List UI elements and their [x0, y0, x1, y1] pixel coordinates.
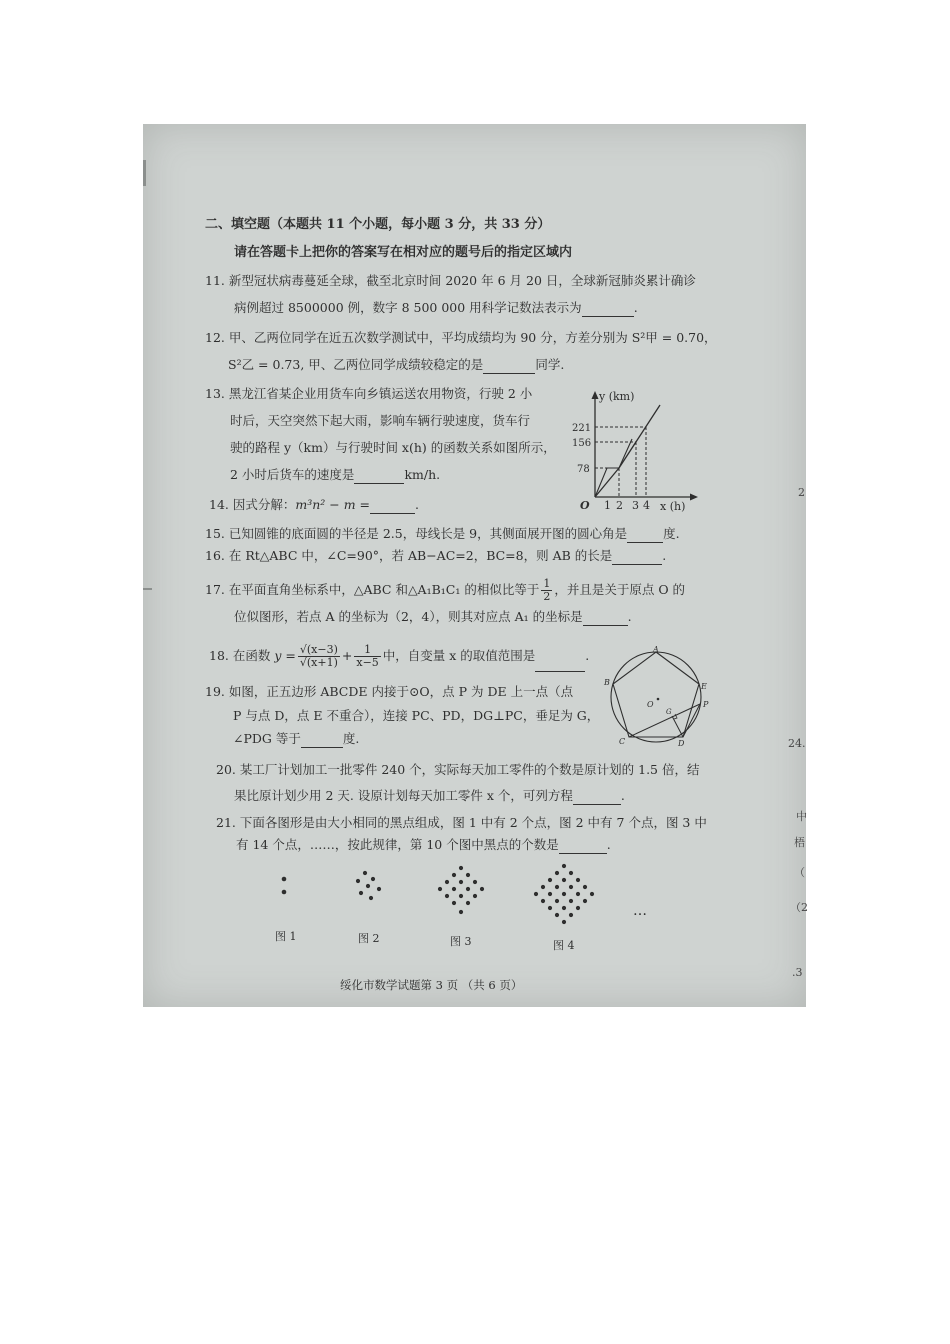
figure-caption: 图 2 — [358, 932, 380, 945]
q14-answer-blank — [370, 497, 415, 514]
figures-ellipsis: … — [633, 903, 647, 919]
q13-line2: 时后，天空突然下起大雨，影响车辆行驶速度，货车行 — [230, 413, 531, 428]
q12-variance-yi: S²乙 = 0.73, — [228, 357, 305, 372]
q19-line3: ∠PDG 等于 度. — [233, 731, 360, 746]
graph-origin: O — [580, 499, 590, 512]
q11-line2: 病例超过 8500000 例，数字 8 500 000 用科学记数法表示为 . — [234, 300, 638, 315]
q17-line1: 17. 在平面直角坐标系中，△ABC 和△A₁B₁C₁ 的相似比等于 $\frac{1}{2}$ ，并且是关于原点 O 的 — [205, 577, 686, 603]
edge-fragment: （ — [794, 866, 805, 879]
q19-inscribed-pentagon-figure — [600, 645, 718, 750]
figure-caption: 图 3 — [450, 935, 472, 948]
q19-line1: 19. 如图，正五边形 ABCDE 内接于⊙O，点 P 为 DE 上一点（点 — [205, 684, 574, 699]
q15-line: 15. 已知圆锥的底面圆的半径是 2.5，母线长是 9，其侧面展开图的圆心角是 度. — [205, 526, 680, 541]
edge-fragment: 中 — [796, 810, 807, 823]
q16-answer-blank — [612, 548, 662, 565]
q19-answer-blank — [301, 731, 343, 748]
figure-4-dots — [534, 864, 594, 924]
section-instruction: 请在答题卡上把你的答案写在相对应的题号后的指定区域内 — [234, 245, 573, 260]
edge-fragment: .3 — [792, 966, 803, 979]
binding-mark — [143, 588, 152, 590]
q16-line: 16. 在 Rt△ABC 中，∠C=90°，若 AB−AC=2，BC=8，则 AB 的长是 . — [205, 548, 667, 563]
q21-answer-blank — [559, 837, 607, 854]
q20-answer-blank — [573, 788, 621, 805]
edge-fragment: （2 — [790, 901, 808, 914]
q18-radical-fraction: $\frac{√(x-3)}{√(x+1)}$ — [299, 643, 338, 669]
graph-x-tick: 2 — [616, 499, 623, 512]
q13-answer-blank — [354, 467, 404, 484]
q11-answer-blank — [582, 300, 634, 317]
point-label: C — [619, 737, 626, 746]
q13-line4: 2 小时后货车的速度是 km/h. — [230, 467, 441, 482]
section-title: 二、填空题（本题共 11 个小题，每小题 3 分，共 33 分） — [205, 217, 551, 232]
q12-answer-blank — [483, 357, 535, 374]
q20-line1: 20. 某工厂计划加工一批零件 240 个，实际每天加工零件的个数是原计划的 1.5 倍，结 — [216, 762, 700, 777]
q21-line1: 21. 下面各图形是由大小相同的黑点组成，图 1 中有 2 个点，图 2 中有 7 个点，图 3 中 — [216, 815, 707, 830]
q18-answer-blank — [535, 641, 585, 672]
point-label: B — [604, 678, 610, 687]
figure-2-dots — [356, 871, 381, 900]
figure-3-dots — [438, 866, 484, 914]
graph-x-tick: 3 — [632, 499, 639, 512]
q21-line2: 有 14 个点，……，按此规律，第 10 个图中黑点的个数是 . — [236, 837, 611, 852]
point-label: G — [666, 708, 672, 716]
graph-y-tick: 78 — [577, 464, 590, 475]
point-label: P — [703, 700, 709, 709]
q13-line1: 13. 黑龙江省某企业用货车向乡镇运送农用物资，行驶 2 小 — [205, 386, 533, 401]
point-label: A — [653, 645, 659, 654]
edge-fragment: 2 — [798, 486, 805, 499]
graph-y-axis-label: y (km) — [599, 390, 635, 403]
edge-fragment: 24. — [788, 737, 806, 750]
graph-y-tick: 156 — [572, 438, 592, 449]
q17-line2: 位似图形，若点 A 的坐标为（2，4），则其对应点 A₁ 的坐标是 . — [234, 609, 632, 624]
graph-x-tick: 4 — [643, 499, 650, 512]
q21-dot-pattern-figures — [260, 860, 680, 955]
binding-mark — [143, 160, 146, 186]
figure-caption: 图 4 — [553, 939, 575, 952]
figure-caption: 图 1 — [275, 930, 297, 943]
q13-distance-time-graph — [560, 385, 705, 515]
q17-ratio-fraction: $\frac{1}{2}$ — [543, 577, 551, 603]
point-label: E — [701, 682, 707, 691]
graph-x-axis-label: x (h) — [660, 500, 686, 513]
q13-line3: 驶的路程 y（km）与行驶时间 x(h) 的函数关系如图所示， — [230, 440, 556, 455]
q12-variance-jia: S²甲 = 0.70， — [631, 330, 717, 345]
q15-answer-blank — [627, 526, 663, 543]
q14-line: 14. 因式分解：m³n² − m = . — [209, 497, 419, 512]
q12-line1: 12. 甲、乙两位同学在近五次数学测试中，平均成绩均为 90 分，方差分别为 S²甲 = 0.70， — [205, 330, 717, 345]
q20-line2: 果比原计划少用 2 天. 设原计划每天加工零件 x 个，可列方程 . — [234, 788, 625, 803]
graph-y-tick: 221 — [572, 423, 592, 434]
graph-x-tick: 1 — [604, 499, 611, 512]
figure-1-dots — [282, 877, 287, 895]
q17-answer-blank — [583, 609, 628, 626]
q19-line2: P 与点 D，点 E 不重合），连接 PC、PD，DG⊥PC，垂足为 G， — [233, 708, 600, 723]
q11-line1: 11. 新型冠状病毒蔓延全球，截至北京时间 2020 年 6 月 20 日，全球新冠肺炎累计确诊 — [205, 273, 696, 288]
q18-line: 18. 在函数 y = $\frac{√(x-3)}{√(x+1)}$ + $\frac{1}{x-5}$ 中，自变量 x 的取值范围是 . — [209, 641, 589, 672]
point-label: O — [647, 700, 654, 709]
q12-line2: S²乙 = 0.73, 甲、乙两位同学成绩较稳定的是 同学. — [228, 357, 565, 372]
page-footer: 绥化市数学试题第 3 页 （共 6 页） — [340, 978, 523, 992]
edge-fragment: 梧 — [794, 836, 805, 849]
q18-reciprocal-fraction: $\frac{1}{x-5}$ — [356, 643, 379, 669]
point-label: D — [678, 739, 685, 748]
